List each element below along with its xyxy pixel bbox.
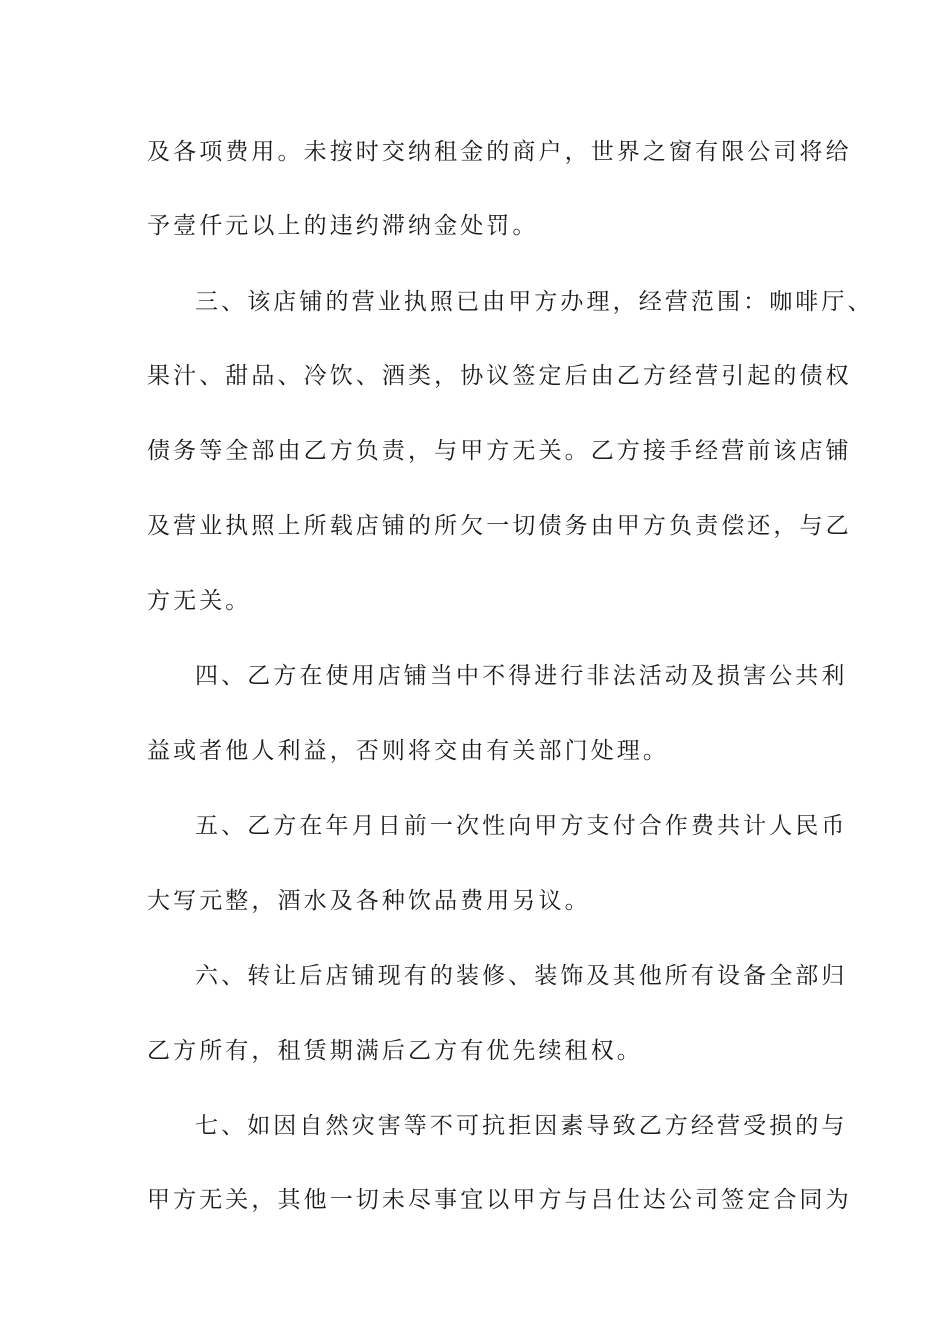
text-line: 益或者他人利益，否则将交由有关部门处理。	[147, 738, 669, 764]
text-line: 乙方所有，租赁期满后乙方有优先续租权。	[147, 1038, 643, 1064]
text-line: 及营业执照上所载店铺的所欠一切债务由甲方负责偿还，与乙	[147, 513, 852, 539]
clause-six-first-line: 六、转让后店铺现有的装修、装饰及其他所有设备全部归	[195, 963, 848, 989]
text-line: 及各项费用。未按时交纳租金的商户，世界之窗有限公司将给	[147, 139, 852, 165]
clause-seven-first-line: 七、如因自然灾害等不可抗拒因素导致乙方经营受损的与	[195, 1113, 848, 1139]
text-line: 果汁、甜品、冷饮、酒类，协议签定后由乙方经营引起的债权	[147, 363, 852, 389]
text-line: 大写元整，酒水及各种饮品费用另议。	[147, 888, 591, 914]
clause-four-first-line: 四、乙方在使用店铺当中不得进行非法活动及损害公共利	[195, 663, 848, 689]
clause-three-first-line: 三、该店铺的营业执照已由甲方办理，经营范围：咖啡厅、	[195, 289, 874, 315]
text-line: 甲方无关，其他一切未尽事宜以甲方与吕仕达公司签定合同为	[147, 1187, 852, 1213]
clause-five-first-line: 五、乙方在年月日前一次性向甲方支付合作费共计人民币	[195, 813, 848, 839]
text-line: 予壹仟元以上的违约滞纳金处罚。	[147, 213, 539, 239]
text-line: 债务等全部由乙方负责，与甲方无关。乙方接手经营前该店铺	[147, 438, 852, 464]
text-line: 方无关。	[147, 588, 252, 614]
